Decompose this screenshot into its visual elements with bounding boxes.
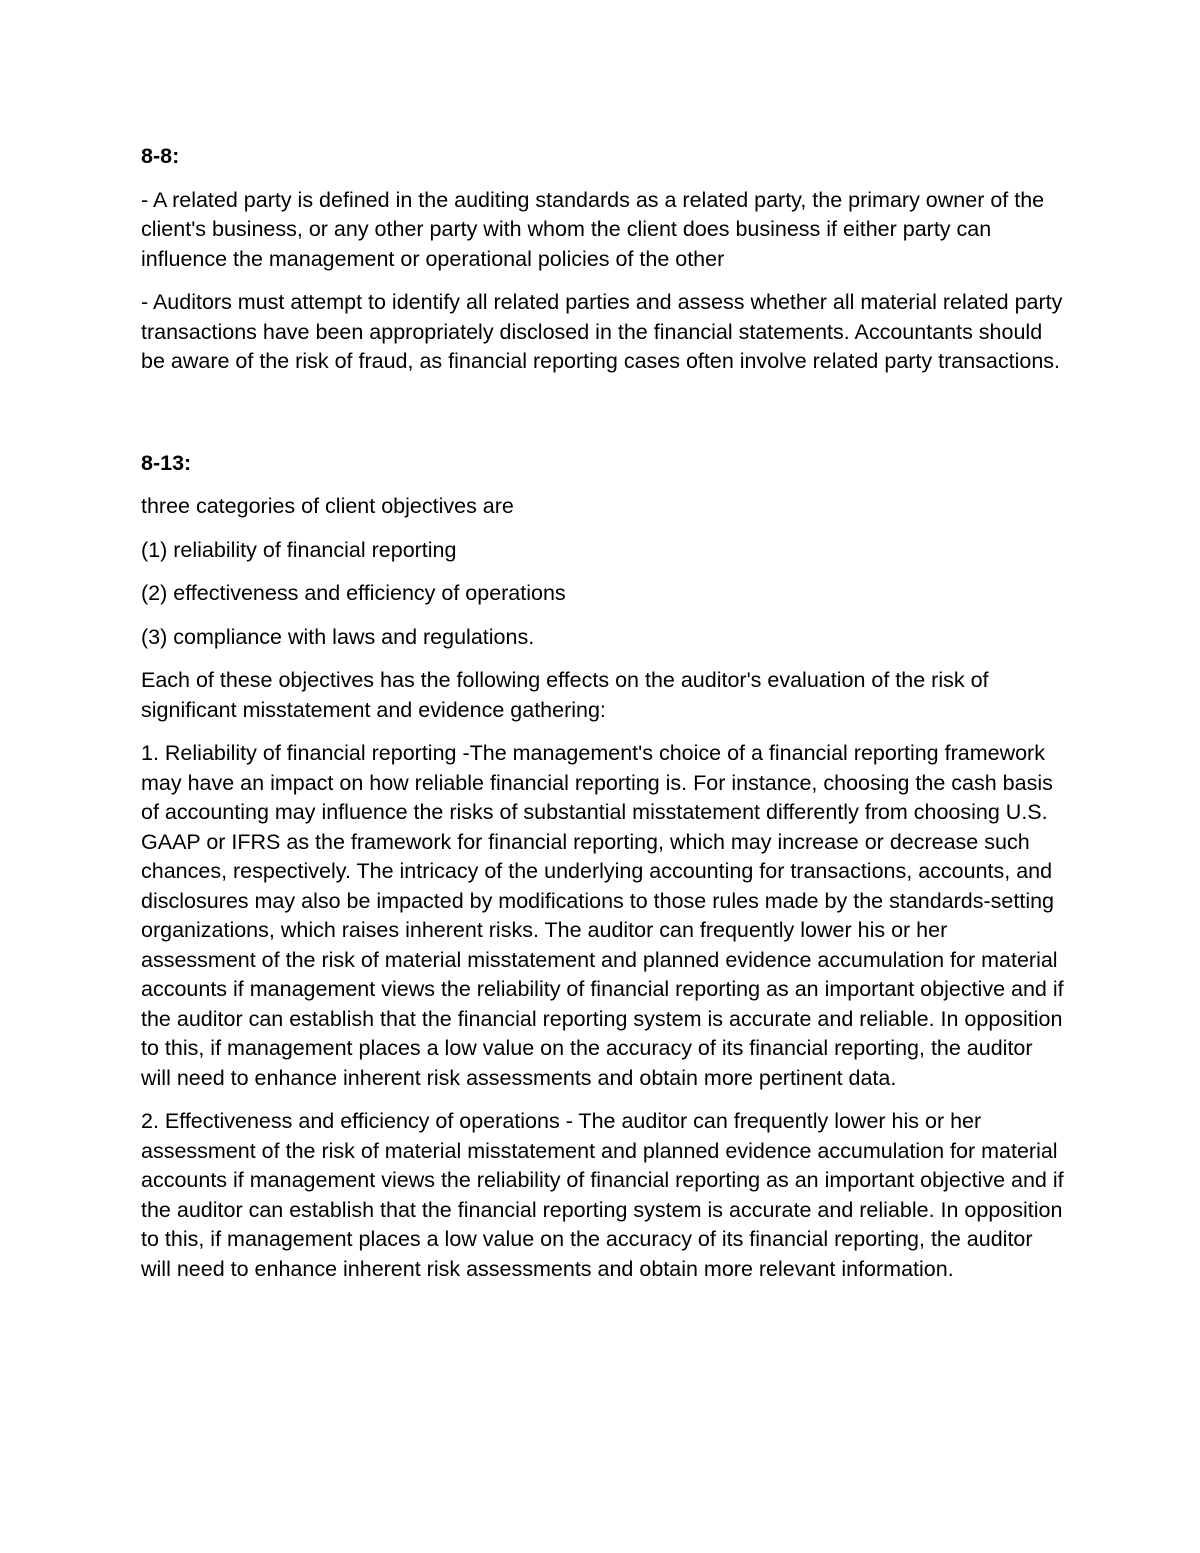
paragraph: - Auditors must attempt to identify all related parties and assess whether all material related party transactions have been appropriately disclosed in the financial statements. Accountants should be aware of the risk of fraud, as financial reporting cases often involve related party transactions. <box>141 290 1063 373</box>
section-8-13 <box>141 449 1066 1285</box>
paragraph: Each of these objectives has the following effects on the auditor's evaluation of the risk of significant misstatement and evidence gathering: <box>141 668 989 722</box>
list-item: (1) reliability of financial reporting <box>141 537 457 562</box>
section-heading: 8-8: <box>141 144 180 168</box>
section-spacer <box>141 391 1066 449</box>
paragraph: 2. Effectiveness and efficiency of operations - The auditor can frequently lower his or her assessment of the risk of material misstatement and planned evidence accumulation for material accounts if management views the reliability of financial reporting as an important objective and if the auditor can establish that the financial reporting system is accurate and reliable. In opposition to this, if management places a low value on the accuracy of its financial reporting, the auditor will need to enhance inherent risk assessments and obtain more relevant information. <box>141 1109 1064 1281</box>
section-8-8 <box>141 142 1066 377</box>
list-item: (2) effectiveness and efficiency of operations <box>141 581 566 605</box>
paragraph: - A related party is defined in the auditing standards as a related party, the primary owner of the client's business, or any other party with whom the client does business if either party can influence the management or operational policies of the other <box>141 187 1045 271</box>
document-body <box>141 142 1066 1298</box>
section-heading: 8-13: <box>141 450 192 475</box>
paragraph: three categories of client objectives are <box>141 494 514 518</box>
paragraph: 1. Reliability of financial reporting -The management's choice of a financial reporting framework may have an impact on how reliable financial reporting is. For instance, choosing the cash basis of accounting may influence the risks of substantial misstatement differently from choosing U.S. GAAP or IFRS as the framework for financial reporting, which may increase or decrease such chances, respectively. The intricacy of the underlying accounting for transactions, accounts, and disclosures may also be impacted by modifications to those rules made by the standards-setting organizations, which raises inherent risks. The auditor can frequently lower his or her assessment of the risk of material misstatement and planned evidence accumulation for material accounts if management views the reliability of financial reporting as an important objective and if the auditor can establish that the financial reporting system is accurate and reliable. In opposition to this, if management places a low value on the accuracy of its financial reporting, the auditor will need to enhance inherent risk assessments and obtain more pertinent data. <box>141 741 1064 1090</box>
list-item: (3) compliance with laws and regulations. <box>141 624 535 649</box>
